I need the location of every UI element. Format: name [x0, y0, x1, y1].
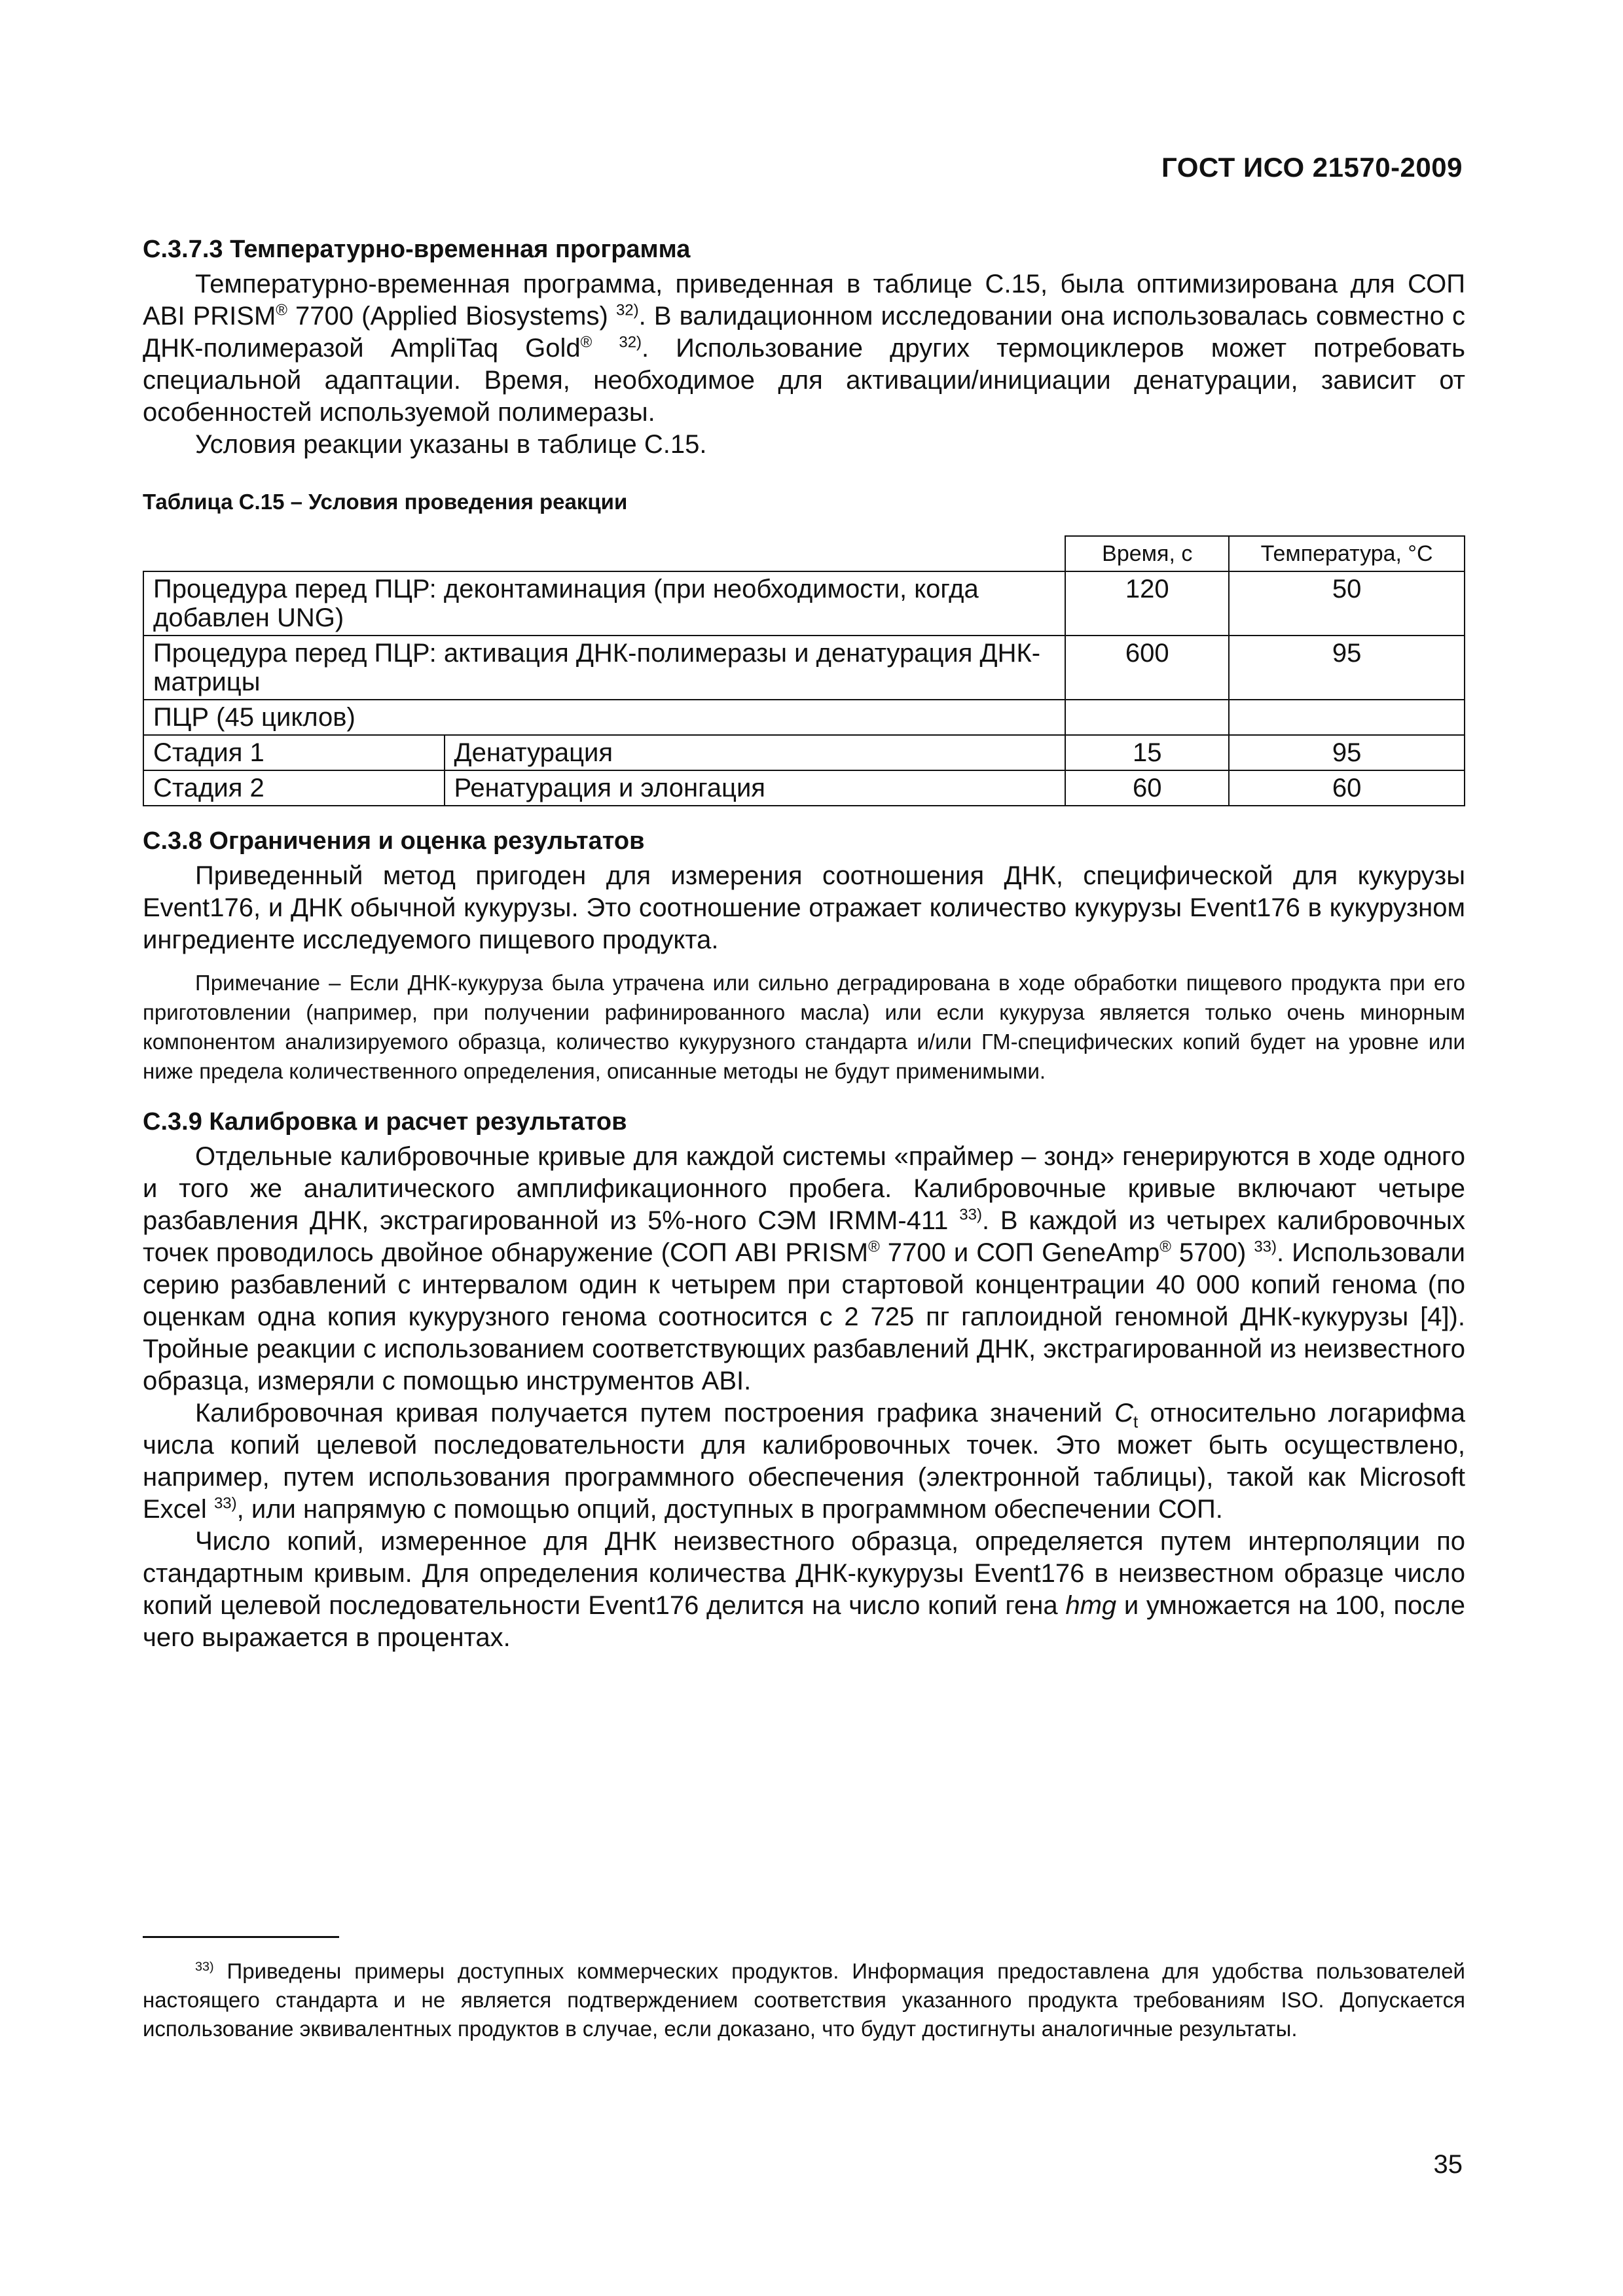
- table-row: Стадия 2 Ренатурация и элонгация 60 60: [143, 770, 1465, 806]
- section-heading-c373: С.3.7.3 Температурно-временная программа: [143, 236, 691, 263]
- reaction-conditions-table: [143, 535, 1465, 806]
- note-paragraph: Примечание – Если ДНК-кукуруза была утрачена или сильно деградирована в ходе обработки пищевого продукта при его приготовлении (например, при получении рафинированного масла) или если кукуруза является только очень минорным компонентом анализируемого образца, количество кукурузного стандарта и/или ГМ-специфических копий будет на уровне или ниже предела количественного определения, описанные методы не будут применимыми.: [143, 971, 1465, 1083]
- paragraph-calibration-plot: Калибровочная кривая получается путем построения графика значений $C_t$ относительно логарифма числа копий целевой последовательности для калибровочных точек. Это может быть осуществлено, например, путем использования программного обеспечения (электронной таблицы), такой как Microsoft Excel $^{33)}$, или напрямую с помощью опций, доступных в программном обеспечении СОП.: [143, 1399, 1465, 1524]
- table-row: Процедура перед ПЦР: активация ДНК-полимеразы и денатурация ДНК-матрицы 600 95: [143, 636, 1465, 700]
- column-header-time: Время, с: [1065, 536, 1229, 571]
- column-header-temperature: Температура, °С: [1229, 536, 1465, 571]
- footnote: $^{33)}$ Приведены примеры доступных коммерческих продуктов. Информация предоставлена для удобства пользователей настоящего стандарта и не является подтверждением соответствия указанного продукта требованиям ISO. Допускается использование эквивалентных продуктов в случае, если доказано, что будут достигнуты аналогичные результаты.: [143, 1959, 1465, 2041]
- footnote-separator: [143, 1936, 339, 1938]
- page-number: 35: [1433, 2150, 1463, 2179]
- main-content: [143, 233, 1465, 1654]
- footnote-ref: 33): [959, 1206, 982, 1224]
- paragraph-conditions: Условия реакции указаны в таблице С.15.: [195, 430, 707, 459]
- table-caption: Таблица С.15 – Условия проведения реакции: [143, 490, 628, 514]
- paragraph-copy-number: Число копий, измеренное для ДНК неизвестного образца, определяется путем интерполяции по стандартным кривым. Для определения количества ДНК-кукурузы Event176 в неизвестном образце число копий целевой последовательности Event176 делится на число копий гена hmg и умножается на 100, после чего выражается в процентах.: [143, 1527, 1466, 1652]
- paragraph-temperature-program: Температурно-временная программа, приведенная в таблице С.15, была оптимизирована для СОП ABI PRISM® 7700 (Applied Biosystems) $^{32)}$. В валидационном исследовании она использовалась совместно с ДНК-полимеразой AmpliTaq Gold® $^{32)}$. Использование других термоциклеров может потребовать специальной адаптации. Время, необходимое для активации/инициации денатурации, зависит от особенностей используемой полимеразы.: [143, 270, 1465, 427]
- table-row: ПЦР (45 циклов): [143, 700, 1465, 735]
- paragraph-limitations: Приведенный метод пригоден для измерения соотношения ДНК, специфической для кукурузы Event176, и ДНК обычной кукурузы. Это соотношение отражает количество кукурузы Event176 в кукурузном ингредиенте исследуемого пищевого продукта.: [143, 861, 1465, 954]
- table-header-row: [143, 536, 1465, 571]
- paragraph-calibration-curves: Отдельные калибровочные кривые для каждой системы «праймер – зонд» генерируются в ходе одного и того же аналитического амплификационного пробега. Калибровочные кривые включают четыре разбавления ДНК, экстрагированной из 5%-ного СЭМ IRMM-411 $^{33)}$. В каждой из четырех калибровочных точек проводилось двойное обнаружение (СОП ABI PRISM® 7700 и СОП GeneAmp® 5700) $^{33)}$. Использовали серию разбавлений с интервалом один к четырем при стартовой концентрации 40 000 копий генома (по оценкам одна копия кукурузного генома соотносится с 2 725 пг гаплоидной геномной ДНК-кукурузы [4]). Тройные реакции с использованием соответствующих разбавлений ДНК, экстрагированной из неизвестного образца, измеряли с помощью инструментов ABI.: [143, 1142, 1465, 1395]
- table-row: Процедура перед ПЦР: деконтаминация (при необходимости, когда добавлен UNG) 120 50: [143, 571, 1465, 636]
- section-heading-c38: С.3.8 Ограничения и оценка результатов: [143, 827, 645, 855]
- table-row: Стадия 1 Денатурация 15 95: [143, 735, 1465, 770]
- standard-header: ГОСТ ИСО 21570-2009: [1161, 152, 1463, 183]
- footnote-ref: 32): [615, 301, 639, 319]
- section-heading-c39: С.3.9 Калибровка и расчет результатов: [143, 1108, 627, 1136]
- footnote-ref: 33): [213, 1494, 237, 1513]
- footnote-ref: 33): [1254, 1238, 1277, 1256]
- footnote-ref: 32): [619, 333, 642, 351]
